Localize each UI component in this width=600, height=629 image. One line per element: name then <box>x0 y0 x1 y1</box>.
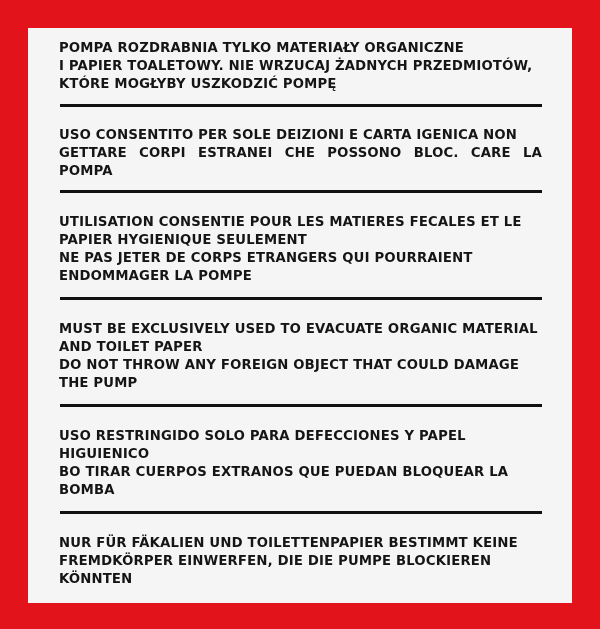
text-line: MUST BE EXCLUSIVELY USED TO EVACUATE ORGANIC MATERIAL <box>59 322 538 337</box>
text-line: PAPIER HYGIENIQUE SEULEMENT <box>59 233 307 248</box>
section-polish <box>59 38 542 94</box>
text-line: ENDOMMAGER LA POMPE <box>59 269 252 284</box>
text-line: USO CONSENTITO PER SOLE DEIZIONI E CARTA IGENICA NON <box>59 128 518 143</box>
text-line: KTÓRE MOGŁYBY USZKODZIĆ POMPĘ <box>59 77 337 92</box>
text-line: FREMDKÖRPER EINWERFEN, DIE DIE PUMPE BLOCKIEREN <box>59 554 492 569</box>
text-line: NE PAS JETER DE CORPS ETRANGERS QUI POURRAIENT <box>59 251 473 266</box>
text-line: POMPA ROZDRABNIA TYLKO MATERIAŁY ORGANICZNE <box>59 41 465 56</box>
text-line: DO NOT THROW ANY FOREIGN OBJECT THAT COULD DAMAGE <box>59 358 520 373</box>
section-french <box>59 193 542 286</box>
text-line: GETTARE CORPI ESTRANEI CHE POSSONO BLOC. CARE LA POMPA <box>59 146 542 179</box>
text-line: AND TOILET PAPER <box>59 340 203 355</box>
section-english <box>59 300 542 393</box>
text-line: UTILISATION CONSENTIE POUR LES MATIERES FECALES ET LE <box>59 215 522 230</box>
section-german <box>59 514 542 589</box>
text-line: USO RESTRINGIDO SOLO PARA DEFECCIONES Y PAPEL <box>59 429 466 444</box>
text-line: NUR FÜR FÄKALIEN UND TOILETTENPAPIER BESTIMMT KEINE <box>59 536 518 551</box>
text-line: THE PUMP <box>59 376 138 391</box>
text-line: I PAPIER TOALETOWY. NIE WRZUCAJ ŻADNYCH PRZEDMIOTÓW, <box>59 59 533 74</box>
text-line: KÖNNTEN <box>59 572 133 587</box>
section-spanish <box>59 407 542 500</box>
text-line: BOMBA <box>59 483 115 498</box>
text-line: HIGUIENICO <box>59 447 150 462</box>
text-line: BO TIRAR CUERPOS EXTRANOS QUE PUEDAN BLOQUEAR LA <box>59 465 509 480</box>
label-panel <box>28 28 572 603</box>
section-italian <box>59 107 542 181</box>
